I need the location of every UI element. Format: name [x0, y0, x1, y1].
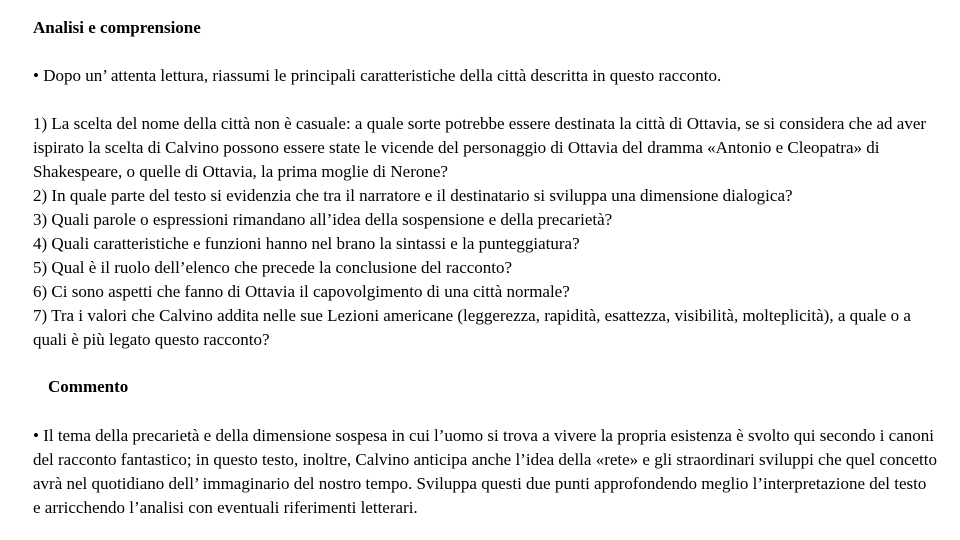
- heading-commento: Commento: [48, 377, 129, 396]
- commento-paragraph: • Il tema della precarietà e della dimensione sospesa in cui l’uomo si trova a vivere la propria esistenza è svolto qui secondo i canoni del racconto fantastico; in questo testo, inoltre, Calvino anticipa anche l’idea della «rete» e gli straordinari sviluppi che quel concetto avrà nel quotidiano dell’ immaginario del nostro tempo. Sviluppa questi due punti approfondendo meglio l’interpretazione del testo e arricchendo l’analisi con eventuali riferimenti letterari.: [33, 426, 937, 517]
- question-6: 6) Ci sono aspetti che fanno di Ottavia il capovolgimento di una città normale?: [33, 282, 570, 301]
- commento-block: [33, 424, 938, 520]
- question-7: 7) Tra i valori che Calvino addita nelle sue Lezioni americane (leggerezza, rapidità, esattezza, visibilità, molteplicità), a quale o a quali è più legato questo racconto?: [33, 306, 911, 349]
- intro-bullet: • Dopo un’ attenta lettura, riassumi le principali caratteristiche della città descritta in questo racconto.: [33, 66, 722, 85]
- question-3: 3) Quali parole o espressioni rimandano all’idea della sospensione e della precarietà?: [33, 210, 613, 229]
- question-4: 4) Quali caratteristiche e funzioni hanno nel brano la sintassi e la punteggiatura?: [33, 234, 580, 253]
- question-2: 2) In quale parte del testo si evidenzia che tra il narratore e il destinatario si sviluppa una dimensione dialogica?: [33, 186, 793, 205]
- question-1: 1) La scelta del nome della città non è casuale: a quale sorte potrebbe essere destinata la città di Ottavia, se si considera che ad aver ispirato la scelta di Calvino possono essere state le vicende del personaggio di Ottavia del dramma «Antonio e Cleopatra» di Shakespeare, o quelle di Ottavia, la prima moglie di Nerone?: [33, 114, 927, 181]
- heading-analisi-comprensione: Analisi e comprensione: [33, 18, 201, 37]
- questions-list: [33, 112, 938, 352]
- question-5: 5) Qual è il ruolo dell’elenco che precede la conclusione del racconto?: [33, 258, 513, 277]
